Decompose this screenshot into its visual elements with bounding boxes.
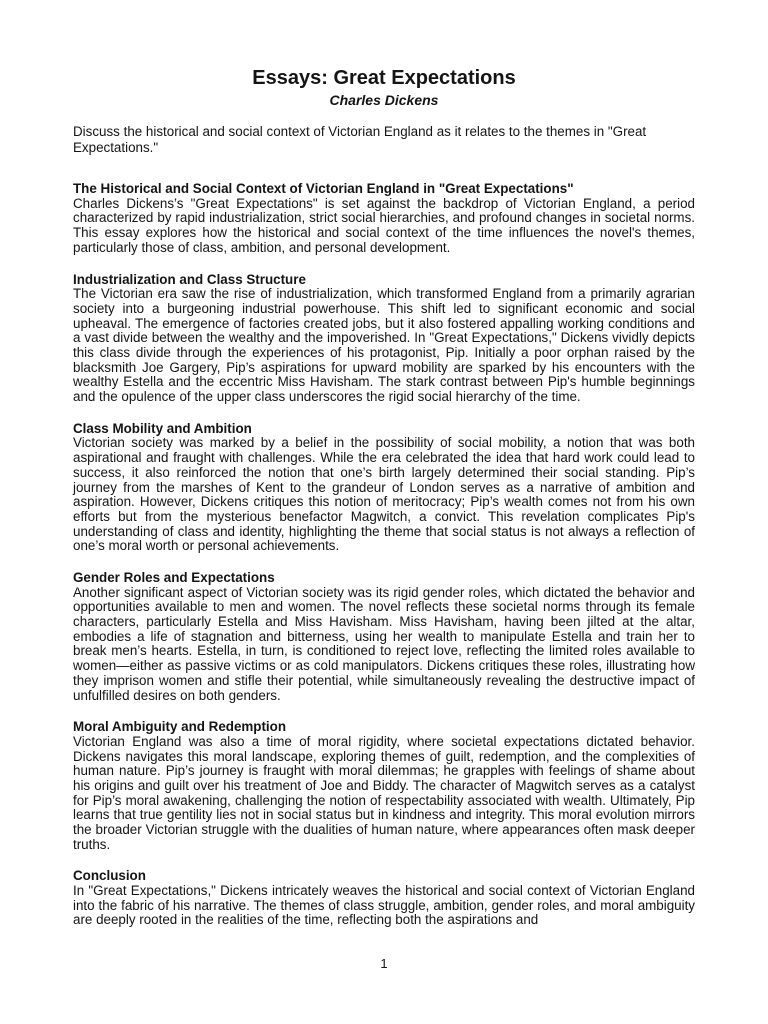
essay-prompt: Discuss the historical and social context of Victorian England as it relates to the themes in "Great Expectations.": [73, 124, 647, 155]
section-body: In "Great Expectations," Dickens intricately weaves the historical and social context of Victorian England into the fabric of his narrative. The themes of class struggle, ambition, gender roles, and moral ambiguity are deeply rooted in the realities of the time, reflecting both the aspirations and: [73, 883, 695, 928]
section-conclusion: [73, 868, 695, 928]
section-heading: The Historical and Social Context of Victorian England in "Great Expectations": [73, 181, 574, 197]
section-heading: Class Mobility and Ambition: [73, 420, 252, 436]
section-heading: Conclusion: [73, 868, 146, 884]
document-author: Charles Dickens: [329, 92, 439, 108]
section-body: Charles Dickens’s "Great Expectations" is set against the backdrop of Victorian England, a period characterized by rapid industrialization, strict social hierarchies, and profound changes in societal norms. This essay explores how the historical and social context of the time influences the novel's themes, particularly those of class, ambition, and personal development.: [73, 195, 695, 255]
page-number: 1: [380, 956, 388, 971]
section-body: Victorian society was marked by a belief in the possibility of social mobility, a notion that was both aspirational and fraught with challenges. While the era celebrated the idea that hard work could lead to success, it also reinforced the notion that one’s birth largely determined their social standing. Pip’s journey from the marshes of Kent to the grandeur of London serves as a narrative of ambition and aspiration. However, Dickens critiques this notion of meritocracy; Pip’s wealth comes not from his own efforts but from the mysterious benefactor Magwitch, a convict. This revelation complicates Pip's understanding of class and identity, highlighting the theme that social status is not always a reflection of one’s moral worth or personal achievements.: [73, 435, 695, 554]
section-class-mobility: [73, 421, 695, 554]
section-body: The Victorian era saw the rise of industrialization, which transformed England from a primarily agrarian society into a burgeoning industrial powerhouse. This shift led to significant economic and social upheaval. The emergence of factories created jobs, but it also fostered appalling working conditions and a vast divide between the wealthy and the impoverished. In "Great Expectations," Dickens vividly depicts this class divide through the experiences of his protagonist, Pip. Initially a poor orphan raised by the blacksmith Joe Gargery, Pip’s aspirations for upward mobility are sparked by his encounters with the wealthy Estella and the eccentric Miss Havisham. The stark contrast between Pip's humble beginnings and the opulence of the upper class underscores the rigid social hierarchy of the time.: [73, 286, 695, 405]
section-historical-context: [73, 181, 695, 255]
section-heading: Moral Ambiguity and Redemption: [73, 719, 287, 735]
section-industrialization: [73, 272, 695, 405]
section-body: Victorian England was also a time of moral rigidity, where societal expectations dictated behavior. Dickens navigates this moral landscape, exploring themes of guilt, redemption, and the complexities of human nature. Pip’s journey is fraught with moral dilemmas; he grapples with feelings of shame about his origins and guilt over his treatment of Joe and Biddy. The character of Magwitch serves as a catalyst for Pip’s moral awakening, challenging the notion of respectability associated with wealth. Ultimately, Pip learns that true gentility lies not in social status but in kindness and integrity. This moral evolution mirrors the broader Victorian struggle with the dualities of human nature, where appearances often mask deeper truths.: [73, 733, 695, 852]
section-body: Another significant aspect of Victorian society was its rigid gender roles, which dictated the behavior and opportunities available to men and women. The novel reflects these societal norms through its female characters, particularly Estella and Miss Havisham. Miss Havisham, having been jilted at the altar, embodies a life of stagnation and bitterness, using her wealth to manipulate Estella and train her to break men’s hearts. Estella, in turn, is conditioned to reject love, reflecting the limited roles available to women—either as passive victims or as cold manipulators. Dickens critiques these roles, illustrating how they imprison women and stifle their potential, while simultaneously revealing the destructive impact of unfulfilled desires on both genders.: [73, 584, 695, 703]
section-moral-ambiguity: [73, 719, 695, 852]
document-page: [73, 66, 695, 928]
section-gender-roles: [73, 570, 695, 703]
section-heading: Industrialization and Class Structure: [73, 271, 306, 287]
document-title: Essays: Great Expectations: [252, 67, 516, 89]
section-heading: Gender Roles and Expectations: [73, 570, 275, 586]
